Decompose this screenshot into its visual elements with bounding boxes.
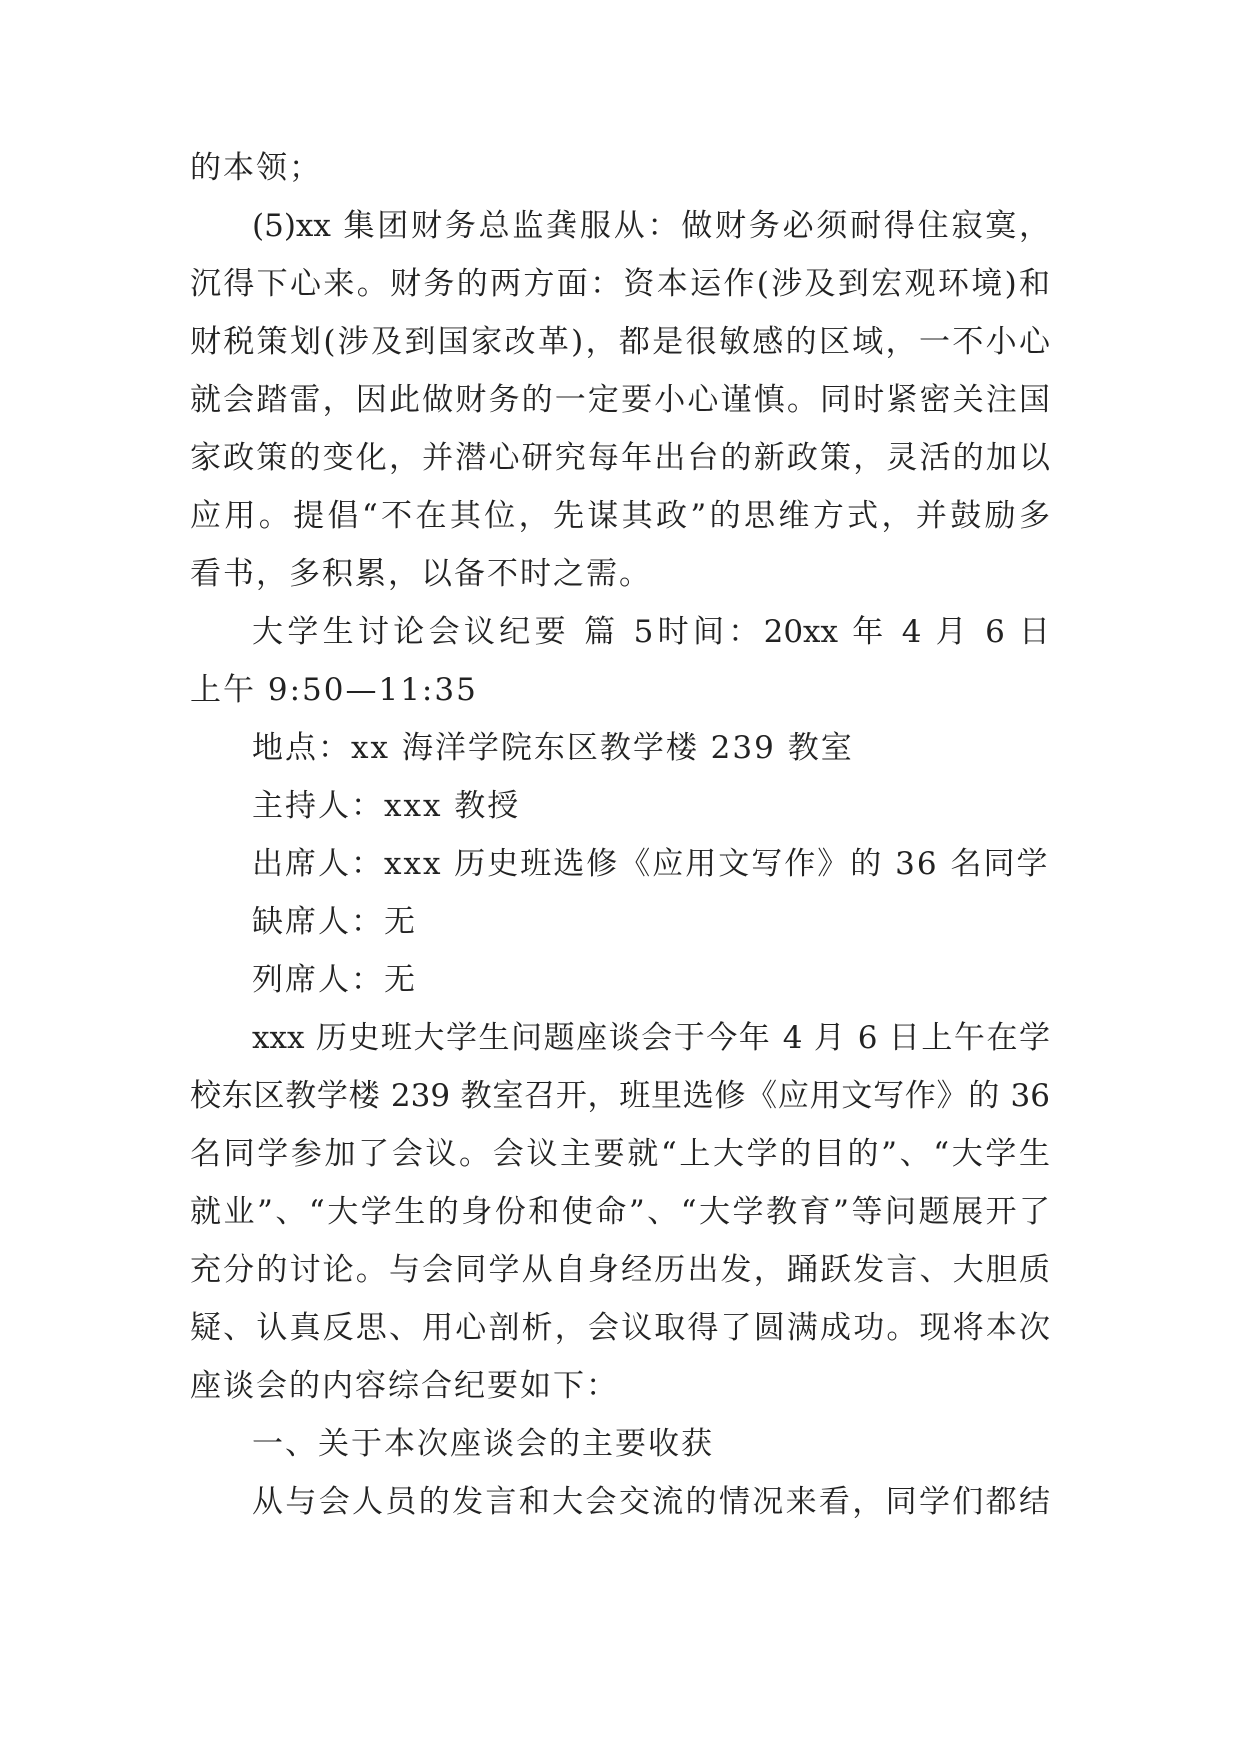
section-subheading: 一、关于本次座谈会的主要收获 [252, 1426, 714, 1462]
text-line-16: xxx 历史班大学生问题座谈会于今年 4 月 6 日上午在学 [252, 1020, 1050, 1056]
text-line-6: 家政策的变化，并潜心研究每年出台的新政策，灵活的加以 [190, 440, 1050, 476]
meeting-host: 主持人：xxx 教授 [252, 788, 521, 824]
text-line-5: 就会踏雷，因此做财务的一定要小心谨慎。同时紧密关注国 [190, 382, 1050, 418]
section-time: 时间：20xx 年 4 月 6 日 [653, 614, 1050, 650]
meeting-absentees: 缺席人：无 [252, 904, 417, 940]
text-line-17: 校东区教学楼 239 教室召开，班里选修《应用文写作》的 36 [190, 1078, 1050, 1114]
meeting-location: 地点：xx 海洋学院东区教学楼 239 教室 [252, 730, 854, 766]
text-line-10: 上午 9:50—11:35 [190, 672, 478, 708]
text-line-8: 看书，多积累，以备不时之需。 [190, 556, 652, 592]
text-line-18: 名同学参加了会议。会议主要就“上大学的目的”、“大学生 [190, 1136, 1050, 1172]
text-line-21: 疑、认真反思、用心剖析，会议取得了圆满成功。现将本次 [190, 1310, 1050, 1346]
meeting-observers: 列席人：无 [252, 962, 417, 998]
text-line-3: 沉得下心来。财务的两方面：资本运作(涉及到宏观环境)和 [190, 266, 1050, 302]
text-line-19: 就业”、“大学生的身份和使命”、“大学教育”等问题展开了 [190, 1194, 1050, 1230]
text-line-1: 的本领； [190, 150, 322, 186]
text-line-2: (5)xx 集团财务总监龚服从：做财务必须耐得住寂寞， [252, 208, 1050, 244]
section-title: 大学生讨论会议纪要 篇 5 [252, 614, 654, 650]
text-line-7: 应用。提倡“不在其位，先谋其政”的思维方式，并鼓励多 [190, 498, 1050, 534]
text-line-20: 充分的讨论。与会同学从自身经历出发，踊跃发言、大胆质 [190, 1252, 1050, 1288]
text-line-4: 财税策划(涉及到国家改革)，都是很敏感的区域，一不小心 [190, 324, 1050, 360]
text-line-22: 座谈会的内容综合纪要如下： [190, 1368, 619, 1404]
meeting-attendees: 出席人：xxx 历史班选修《应用文写作》的 36 名同学 [252, 846, 1050, 882]
section-heading-line [252, 603, 1050, 661]
text-line-24: 从与会人员的发言和大会交流的情况来看，同学们都结 [252, 1484, 1050, 1520]
